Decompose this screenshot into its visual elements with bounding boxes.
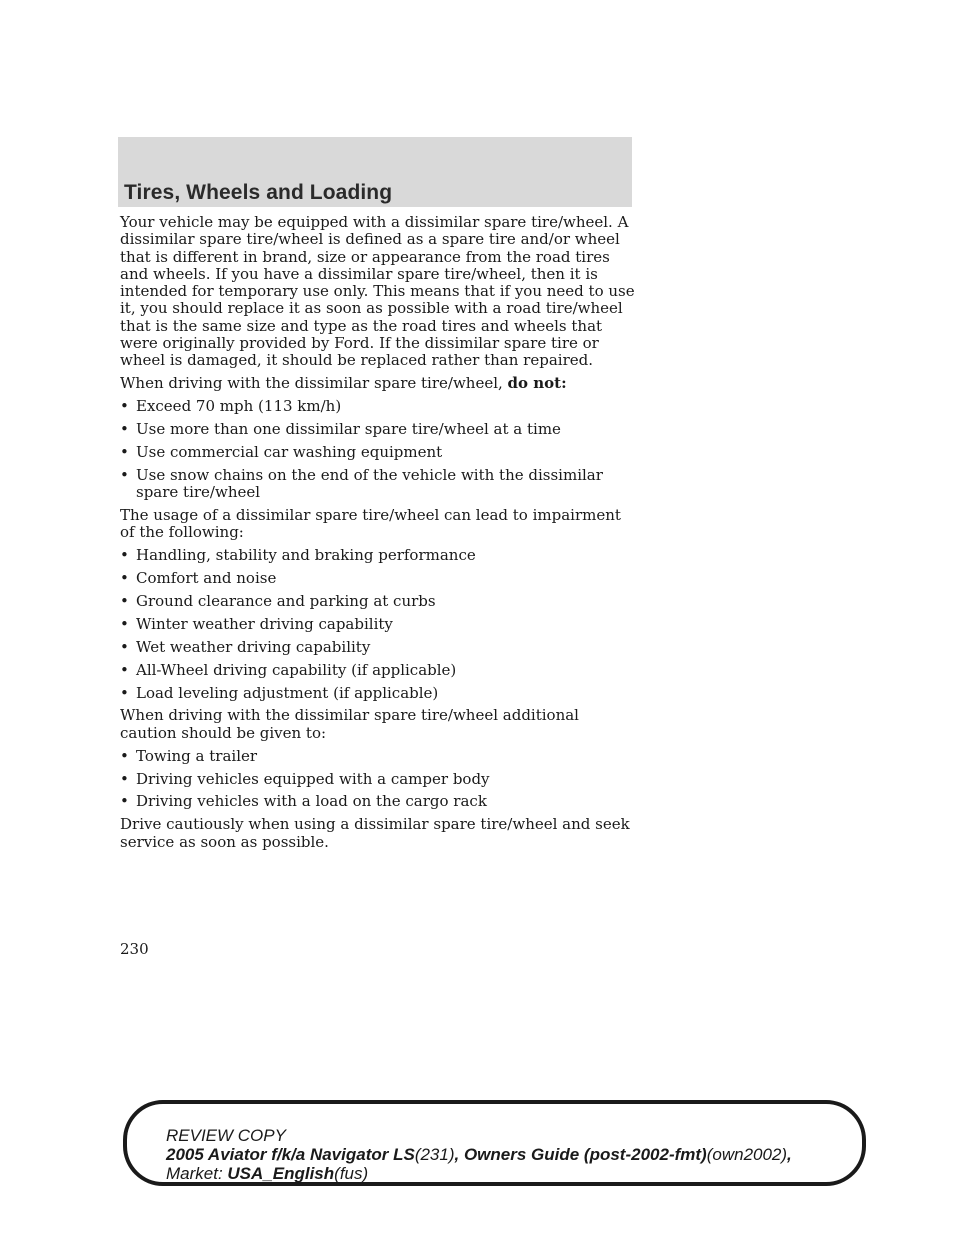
- bullet-icon: •: [120, 591, 129, 610]
- list-item: • Towing a trailer: [120, 746, 258, 765]
- bullet-icon: •: [120, 546, 129, 565]
- caution-list: [120, 748, 640, 811]
- list-item: • Wet weather driving capability: [120, 637, 371, 656]
- list-item: • Driving vehicles with a load on the cargo rack: [120, 792, 487, 811]
- list-item: • Use snow chains on the end of the vehicle with the dissimilar spare tire/wheel: [120, 465, 603, 502]
- impairment-list: [120, 547, 640, 702]
- closing-paragraph: Drive cautiously when using a dissimilar spare tire/wheel and seek service as soon as possible.: [120, 815, 630, 851]
- section-title: Tires, Wheels and Loading: [124, 181, 393, 204]
- list-item: • Exceed 70 mph (113 km/h): [120, 397, 342, 416]
- list-item: • Use commercial car washing equipment: [120, 442, 443, 461]
- bullet-icon: •: [120, 397, 129, 416]
- bullet-icon: •: [120, 660, 129, 679]
- list-item: • Load leveling adjustment (if applicable): [120, 683, 439, 702]
- list-item: • Comfort and noise: [120, 569, 277, 588]
- list-item: • Ground clearance and parking at curbs: [120, 591, 436, 610]
- bullet-icon: •: [120, 465, 129, 484]
- do-not-emphasis: do not:: [507, 374, 567, 393]
- page-content: [120, 214, 640, 856]
- list-item: • All-Wheel driving capability (if applicable): [120, 660, 457, 679]
- intro-paragraph: Your vehicle may be equipped with a dissimilar spare tire/wheel. A dissimilar spare tire/wheel is defined as a spare tire and/or wheel that is different in brand, size or appearance from the road tires and wheels. If you have a dissimilar spare tire/wheel, then it is intended for temporary use only. This means that if you need to use it, you should replace it as soon as possible with a road tire/wheel that is the same size and type as the road tires and wheels that were originally provided by Ford. If the dissimilar spare tire or wheel is damaged, it should be replaced rather than repaired.: [120, 213, 635, 370]
- page-number: 230: [120, 940, 149, 958]
- do-not-lead: When driving with the dissimilar spare tire/wheel, do not:: [120, 374, 567, 393]
- market-line: Market: USA_English(fus): [166, 1164, 369, 1183]
- list-item: • Driving vehicles equipped with a camper body: [120, 769, 490, 788]
- caution-lead: When driving with the dissimilar spare tire/wheel additional caution should be given to:: [120, 706, 579, 742]
- review-copy-text: [166, 1126, 792, 1183]
- bullet-icon: •: [120, 792, 129, 811]
- bullet-icon: •: [120, 420, 129, 439]
- bullet-icon: •: [120, 637, 129, 656]
- bullet-icon: •: [120, 614, 129, 633]
- list-item: • Use more than one dissimilar spare tire/wheel at a time: [120, 420, 561, 439]
- bullet-icon: •: [120, 683, 129, 702]
- bullet-icon: •: [120, 769, 129, 788]
- bullet-icon: •: [120, 569, 129, 588]
- impairment-lead: The usage of a dissimilar spare tire/wheel can lead to impairment of the following:: [120, 506, 621, 542]
- bullet-icon: •: [120, 442, 129, 461]
- do-not-list: [120, 398, 640, 501]
- document-id-line: 2005 Aviator f/k/a Navigator LS(231), Owners Guide (post-2002-fmt)(own2002),: [166, 1145, 792, 1164]
- review-copy-label: REVIEW COPY: [166, 1126, 286, 1145]
- list-item: • Winter weather driving capability: [120, 614, 393, 633]
- bullet-icon: •: [120, 746, 129, 765]
- list-item: • Handling, stability and braking performance: [120, 546, 476, 565]
